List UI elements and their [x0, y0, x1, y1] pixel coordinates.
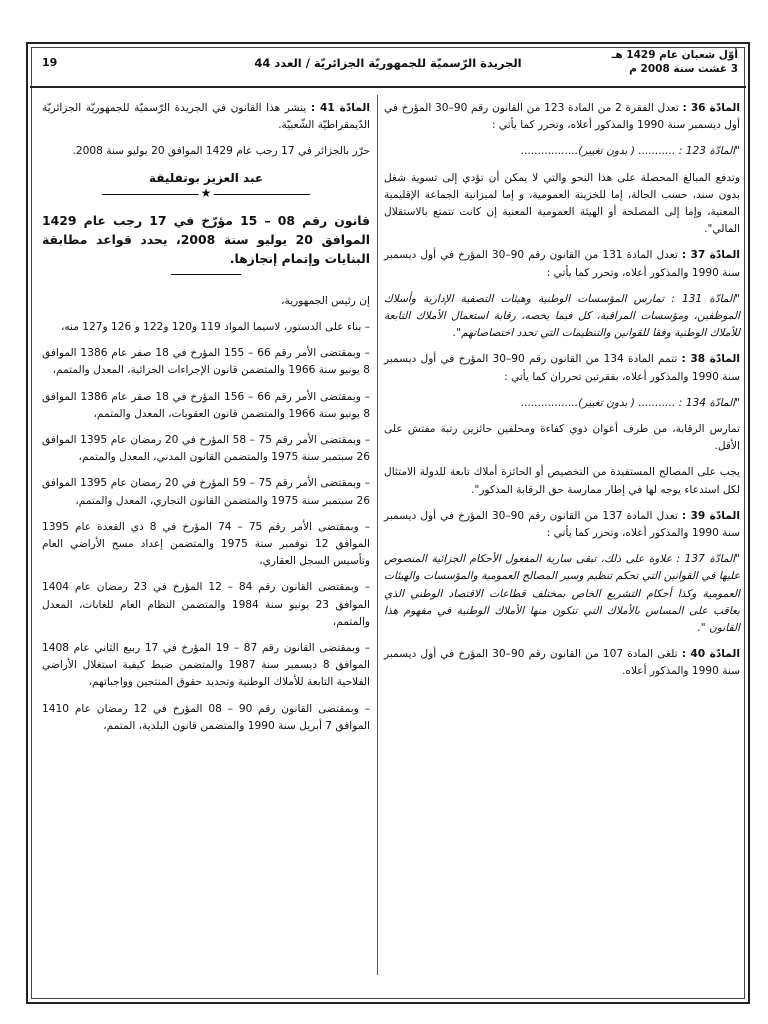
right-paragraph — [384, 143, 740, 160]
article-text: تعدل المادة 131 من القانون رقم 90–30 المؤرخ في أول ديسمبر سنة 1990 والمذكور أعلاه، وتحرر كما يأتي : — [384, 249, 740, 279]
right-paragraph — [384, 421, 740, 455]
article-label: المادّة 36 : — [682, 102, 740, 114]
title-rule — [171, 274, 241, 275]
preamble-paragraph: – وبمقتضى القانون رقم 90 – 08 المؤرخ في 12 رمضان عام 1410 الموافق 7 أبريل سنة 1990 والمتضمن قانون البلدية، المتمم، — [42, 702, 370, 732]
right-paragraph — [384, 291, 740, 343]
star-icon: ★ — [199, 185, 214, 202]
page-header — [30, 46, 746, 88]
article-label: المادّة 38 : — [681, 353, 740, 366]
article-41 — [42, 100, 370, 134]
article-text: تلغى المادة 107 من القانون رقم 90–30 المؤرخ في أول ديسمبر سنة 1990 والمذكور أعلاه. — [384, 648, 740, 678]
article-text: وتدفع المبالغ المحصلة على هذا النحو والتي لا يمكن أن تؤدي إلى تسوية شغل بدون سند، حسب الحالة، إما للخزينة العمومية، و إما لميزانية الجماعة الإقليمية المعنية، وإما إلى المصلحة أو الهيئة العمومية المعنية إن كانت تتمتع بالاستقلال المالي". — [384, 171, 740, 236]
law-title: قانون رقم 08 – 15 مؤرّخ في 17 رجب عام 1429 الموافق 20 يوليو سنة 2008، يحدد قواعد مطابقة البنايات وإتمام إنجازها. — [42, 212, 370, 266]
preamble-paragraph: – وبمقتضى الأمر رقم 75 – 59 المؤرخ في 20 رمضان عام 1395 الموافق 26 سبتمبر سنة 1975 والمتضمن القانون التجاري، المعدل والمتمم، — [42, 477, 370, 507]
preamble-paragraph: – وبمقتضى القانون رقم 84 – 12 المؤرخ في 23 رمضان عام 1404 الموافق 23 يونيو سنة 1984 والمتضمن النظام العام للغابات، المعدل والمتمم، — [42, 581, 370, 628]
article-text: يجب على المصالح المستفيدة من التخصيص أو الحائزة أملاك تابعة للدولة الامتثال لكل استدعاء يوجه لها في إطار ممارسة حق الرقابة المذكور". — [384, 466, 740, 496]
right-paragraph — [384, 464, 740, 498]
preamble-paragraph: – وبمقتضى الأمر رقم 75 – 58 المؤرخ في 20 رمضان عام 1395 الموافق 26 سبتمبر سنة 1975 والمتضمن القانون المدني، المعدل والمتمم، — [42, 434, 370, 464]
article-label: المادّة 39 : — [681, 509, 740, 522]
article-text: "المادّة 123 : ........... ( بدون تغيير)................. — [521, 145, 740, 158]
right-paragraph — [384, 551, 740, 637]
signature: عبد العزيز بوتفليقة — [148, 170, 264, 185]
preamble-paragraph: – بناء على الدستور، لاسيما المواد 119 و120 و122 و 126 و127 منه، — [60, 321, 370, 334]
right-column — [384, 100, 740, 690]
right-paragraph — [384, 395, 740, 412]
article-text: ينشر هذا القانون في الجريدة الرّسميّة للجمهوريّة الجزائريّة الدّيمقراطيّة الشّعبيّة. — [42, 102, 370, 132]
left-column — [42, 100, 370, 744]
article-label: المادّة 37 : — [681, 249, 740, 262]
right-paragraph — [384, 508, 740, 542]
article-text: "المادّة 134 : ........... ( بدون تغيير)................. — [521, 396, 740, 409]
article-text: تعدل المادة 137 من القانون رقم 90–30 المؤرخ في أول ديسمبر سنة 1990 والمذكور أعلاه، وتحرر كما يأتي : — [384, 509, 740, 540]
header-title: الجريدة الرّسميّة للجمهوريّة الجزائريّة / العدد 44 — [254, 56, 522, 70]
right-paragraph — [384, 170, 740, 239]
right-paragraph — [384, 646, 740, 680]
header-date-gregorian: 3 غشت سنة 2008 م — [629, 63, 738, 75]
right-paragraph — [384, 351, 740, 385]
article-label: المادّة 41 : — [310, 102, 370, 114]
column-divider — [377, 95, 378, 975]
article-text: تمارس الرقابة، من طرف أعوان ذوي كفاءة ومحلفين حائزين رتبة مفتش على الأقل. — [384, 423, 740, 453]
header-date-hijri: أوّل شعبان عام 1429 هـ — [611, 49, 738, 61]
issued-statement: حرّر بالجزائر في 17 رجب عام 1429 الموافق 20 يوليو سنة 2008. — [72, 145, 370, 158]
right-paragraph — [384, 100, 740, 134]
preamble-paragraph: – وبمقتضى القانون رقم 87 – 19 المؤرخ في 17 ربيع الثاني عام 1408 الموافق 8 ديسمبر سنة 1987 والمتضمن ضبط كيفية استغلال الأراضي الفلاحية التابعة للأملاك الوطنية وتحديد حقوق المنتجين وواجباتهم، — [42, 642, 371, 689]
preamble: إن رئيس الجمهورية، — [281, 294, 370, 307]
article-text: تتمم المادة 134 من القانون رقم 90–30 المؤرخ في أول ديسمبر سنة 1990 والمذكور أعلاه، بفقرتين تحرران كما يأتي : — [384, 353, 740, 383]
star-separator — [42, 187, 370, 201]
preamble-paragraph: – وبمقتضى الأمر رقم 75 – 74 المؤرخ في 8 ذي القعدة عام 1395 الموافق 12 نوفمبر سنة 1975 والمتضمن إعداد مسح الأراضي العام وتأسيس السجل العقاري، — [42, 520, 370, 568]
article-text: تعدل الفقرة 2 من المادة 123 من القانون رقم 90–30 المؤرخ في أول ديسمبر سنة 1990 والمذكور أعلاه، وتحرر كما يأتي : — [384, 102, 740, 132]
right-paragraph — [384, 247, 740, 281]
preamble-paragraph: – وبمقتضى الأمر رقم 66 – 156 المؤرخ في 18 صفر عام 1386 الموافق 8 يونيو سنة 1966 والمتضمن قانون العقوبات، المعدل والمتمم، — [42, 390, 370, 420]
article-text: "المادّة 137 : علاوة على ذلك، تبقى سارية المفعول الأحكام الجزائية المنصوص عليها في القوانين التي تحكم تنظيم وسير المصالح العمومية والمؤسسات والهيئات العمومية وكذا أحكام التشريع الخاص بمختلف قطاعات الاقتصاد الوطني الذي يعاقب على المساس بالأملاك التي تتكون منها الأملاك الوطنية في مفهوم هذا القانون ". — [384, 553, 740, 635]
preamble-paragraphs — [42, 319, 370, 735]
preamble-paragraph: – وبمقتضى الأمر رقم 66 – 155 المؤرخ في 18 صفر عام 1386 الموافق 8 يونيو سنة 1966 والمتضمن قانون الإجراءات الجزائية، المعدل والمتمم، — [42, 347, 370, 377]
article-text: "المادّة 131 : تمارس المؤسسات الوطنية وهيئات التصفية الإدارية وأسلاك الموظفين، ومؤسسات المراقبة، كل فيما يخصه، رقابة استعمال الأملاك التابعة للأملاك الوطنية وفقا للقوانين والتنظيمات التي تحدد اختصاصاتهم". — [384, 292, 740, 340]
page-number: 19 — [42, 56, 58, 69]
article-label: المادّة 40 : — [681, 648, 740, 661]
